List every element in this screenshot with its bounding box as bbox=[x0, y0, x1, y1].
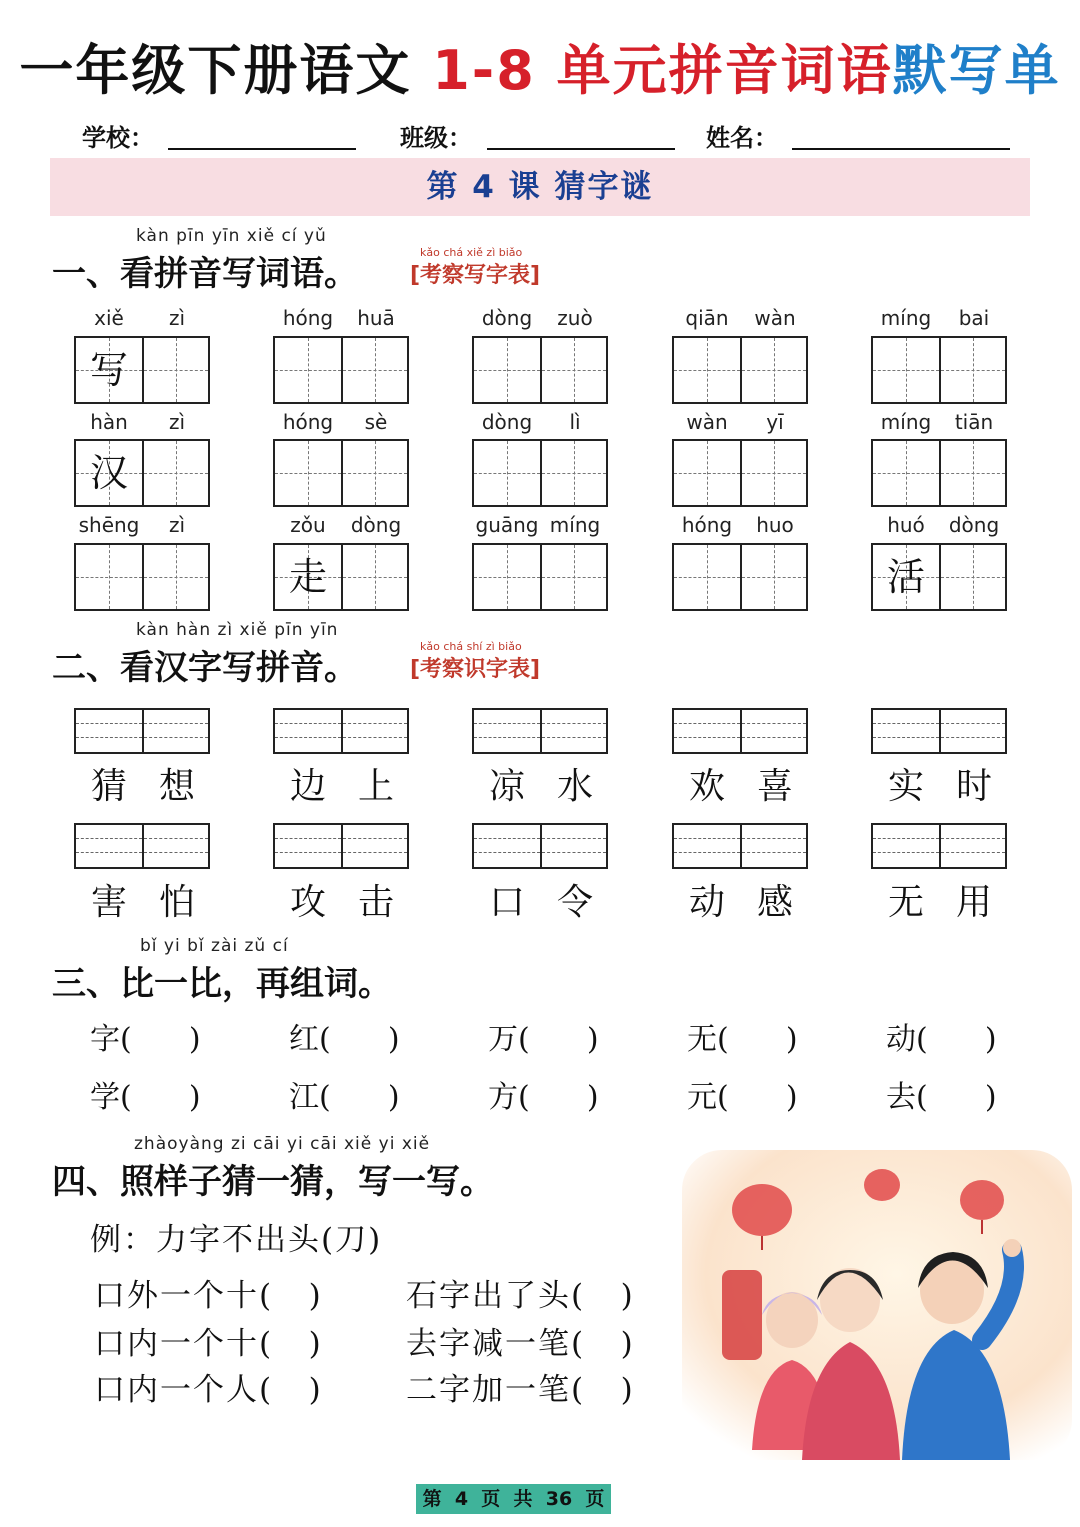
word-pinyin: hàn bbox=[90, 410, 128, 434]
tianzige-box[interactable] bbox=[672, 336, 808, 404]
word-pinyin: hóng bbox=[282, 306, 334, 330]
tianzige-cell[interactable] bbox=[939, 441, 1005, 505]
word-character: 用 bbox=[955, 882, 992, 923]
word-pinyin: dòng bbox=[948, 513, 1000, 537]
pinyin-writing-box[interactable] bbox=[273, 823, 409, 869]
word-character: 动 bbox=[688, 882, 725, 923]
section2-title: 二、看汉字写拼音。 bbox=[52, 648, 358, 688]
cell-character bbox=[343, 338, 407, 402]
cell-character bbox=[343, 545, 407, 609]
pinyin-writing-cell[interactable] bbox=[540, 710, 606, 752]
tianzige-cell[interactable] bbox=[76, 545, 142, 609]
pinyin-writing-box[interactable] bbox=[74, 708, 210, 754]
section3-pinyin: bǐ yi bǐ zài zǔ cí bbox=[140, 936, 289, 956]
cell-character bbox=[542, 545, 606, 609]
word-pinyin: shēng bbox=[78, 513, 140, 537]
word-character: 口 bbox=[488, 882, 525, 923]
tianzige-cell[interactable] bbox=[275, 441, 341, 505]
tianzige-cell[interactable] bbox=[341, 545, 407, 609]
tianzige-cell[interactable] bbox=[275, 338, 341, 402]
tianzige-cell[interactable] bbox=[76, 441, 142, 505]
tianzige-cell[interactable] bbox=[275, 545, 341, 609]
word-pinyin: hóng bbox=[681, 513, 733, 537]
tianzige-box[interactable] bbox=[871, 543, 1007, 611]
section2-pinyin: kàn hàn zì xiě pīn yīn bbox=[136, 620, 339, 640]
cell-character: 汉 bbox=[89, 451, 128, 495]
riddle-item[interactable]: 去字减一笔( ) bbox=[406, 1326, 635, 1362]
tianzige-box[interactable] bbox=[672, 543, 808, 611]
compare-word-blank[interactable]: 去( ) bbox=[886, 1080, 997, 1115]
tianzige-cell[interactable] bbox=[674, 545, 740, 609]
pinyin-writing-cell[interactable] bbox=[341, 710, 407, 752]
tianzige-cell[interactable] bbox=[740, 545, 806, 609]
tianzige-cell[interactable] bbox=[474, 338, 540, 402]
cell-character: 活 bbox=[886, 555, 925, 599]
word-character: 水 bbox=[556, 766, 593, 807]
riddle-item[interactable]: 二字加一笔( ) bbox=[406, 1372, 635, 1408]
tianzige-box[interactable] bbox=[472, 439, 608, 507]
word-character: 实 bbox=[887, 766, 924, 807]
tianzige-box[interactable] bbox=[871, 439, 1007, 507]
pinyin-writing-box[interactable] bbox=[871, 708, 1007, 754]
word-character: 无 bbox=[887, 882, 924, 923]
pinyin-writing-box[interactable] bbox=[273, 708, 409, 754]
tianzige-box[interactable] bbox=[273, 543, 409, 611]
word-pinyin: dòng bbox=[481, 410, 533, 434]
word-pinyin: wàn bbox=[754, 306, 796, 330]
pinyin-writing-box[interactable] bbox=[472, 823, 608, 869]
tianzige-cell[interactable] bbox=[474, 441, 540, 505]
cell-character bbox=[742, 338, 806, 402]
pinyin-writing-cell[interactable] bbox=[275, 825, 341, 867]
compare-word-blank[interactable]: 无( ) bbox=[687, 1022, 798, 1057]
cell-character bbox=[144, 338, 208, 402]
tianzige-box[interactable] bbox=[74, 439, 210, 507]
pinyin-writing-cell[interactable] bbox=[474, 825, 540, 867]
cell-character bbox=[941, 545, 1005, 609]
pinyin-writing-cell[interactable] bbox=[674, 710, 740, 752]
cell-character bbox=[674, 441, 740, 505]
tianzige-cell[interactable] bbox=[939, 545, 1005, 609]
cell-character: 走 bbox=[288, 555, 327, 599]
word-character: 感 bbox=[756, 882, 793, 923]
tianzige-cell[interactable] bbox=[474, 545, 540, 609]
pinyin-writing-box[interactable] bbox=[871, 823, 1007, 869]
word-pinyin: zuò bbox=[557, 306, 593, 330]
cell-character bbox=[474, 545, 540, 609]
word-character: 时 bbox=[955, 766, 992, 807]
tianzige-cell[interactable] bbox=[939, 338, 1005, 402]
pinyin-writing-cell[interactable] bbox=[540, 825, 606, 867]
word-pinyin: dòng bbox=[481, 306, 533, 330]
word-pinyin: zì bbox=[168, 513, 186, 537]
cell-character bbox=[941, 441, 1005, 505]
riddle-example: 例：力字不出头(刀) bbox=[90, 1222, 383, 1258]
page-number: 第 4 页 共 36 页 bbox=[416, 1484, 611, 1514]
riddle-item[interactable]: 石字出了头( ) bbox=[406, 1278, 635, 1314]
word-character: 喜 bbox=[756, 766, 793, 807]
tianzige-cell[interactable] bbox=[142, 545, 208, 609]
word-pinyin: míng bbox=[880, 306, 932, 330]
tianzige-box[interactable] bbox=[74, 543, 210, 611]
children-lantern-illustration bbox=[682, 1150, 1072, 1460]
word-pinyin: huo bbox=[756, 513, 794, 537]
title-part-units: 1-8 单元拼音词语 bbox=[432, 39, 893, 102]
section1-note: [考察写字表] bbox=[410, 263, 541, 288]
word-pinyin: xiě bbox=[94, 306, 124, 330]
tianzige-box[interactable] bbox=[871, 336, 1007, 404]
tianzige-box[interactable] bbox=[672, 439, 808, 507]
word-pinyin: huā bbox=[357, 306, 395, 330]
word-pinyin: wàn bbox=[686, 410, 728, 434]
compare-word-blank[interactable]: 江( ) bbox=[289, 1080, 400, 1115]
cell-character: 写 bbox=[89, 348, 128, 392]
section1-title: 一、看拼音写词语。 bbox=[52, 254, 358, 294]
word-pinyin: míng bbox=[549, 513, 601, 537]
section4-title: 四、照样子猜一猜，写一写。 bbox=[52, 1162, 494, 1202]
tianzige-cell[interactable] bbox=[142, 338, 208, 402]
tianzige-cell[interactable] bbox=[341, 441, 407, 505]
word-character: 边 bbox=[289, 766, 326, 807]
tianzige-cell[interactable] bbox=[142, 441, 208, 505]
cell-character bbox=[941, 338, 1005, 402]
word-pinyin: zì bbox=[168, 306, 186, 330]
section1-note-pinyin: kǎo chá xiě zì biǎo bbox=[420, 246, 523, 259]
pinyin-writing-cell[interactable] bbox=[142, 825, 208, 867]
pinyin-writing-box[interactable] bbox=[672, 823, 808, 869]
compare-word-blank[interactable]: 万( ) bbox=[488, 1022, 599, 1057]
riddle-item[interactable]: 口内一个十( ) bbox=[94, 1326, 323, 1362]
word-character: 怕 bbox=[158, 882, 195, 923]
word-character: 害 bbox=[90, 882, 127, 923]
cell-character bbox=[275, 441, 341, 505]
cell-character bbox=[144, 441, 208, 505]
pinyin-writing-cell[interactable] bbox=[873, 825, 939, 867]
cell-character bbox=[674, 545, 740, 609]
pinyin-writing-cell[interactable] bbox=[142, 710, 208, 752]
cell-character bbox=[474, 338, 540, 402]
cell-character bbox=[474, 441, 540, 505]
section3-title: 三、比一比，再组词。 bbox=[52, 964, 392, 1004]
pinyin-writing-cell[interactable] bbox=[674, 825, 740, 867]
tianzige-cell[interactable] bbox=[740, 441, 806, 505]
riddle-item[interactable]: 口外一个十( ) bbox=[94, 1278, 323, 1314]
title-part-grade: 一年级下册语文 bbox=[19, 39, 433, 102]
pinyin-writing-box[interactable] bbox=[74, 823, 210, 869]
compare-word-blank[interactable]: 红( ) bbox=[289, 1022, 400, 1057]
tianzige-box[interactable] bbox=[74, 336, 210, 404]
tianzige-cell[interactable] bbox=[674, 441, 740, 505]
title-part-dictation: 默写单 bbox=[892, 39, 1061, 102]
cell-character bbox=[742, 545, 806, 609]
word-pinyin: hóng bbox=[282, 410, 334, 434]
tianzige-cell[interactable] bbox=[341, 338, 407, 402]
tianzige-box[interactable] bbox=[273, 336, 409, 404]
pinyin-writing-cell[interactable] bbox=[873, 710, 939, 752]
section4-pinyin: zhàoyàng zi cāi yi cāi xiě yi xiě bbox=[134, 1134, 431, 1154]
pinyin-writing-cell[interactable] bbox=[474, 710, 540, 752]
cell-character bbox=[144, 545, 208, 609]
word-pinyin: dòng bbox=[350, 513, 402, 537]
cell-character bbox=[873, 441, 939, 505]
name-label: 姓名： bbox=[706, 124, 778, 152]
compare-word-blank[interactable]: 元( ) bbox=[687, 1080, 798, 1115]
class-blank[interactable] bbox=[487, 148, 675, 150]
word-pinyin: qiān bbox=[685, 306, 729, 330]
pinyin-writing-cell[interactable] bbox=[275, 710, 341, 752]
page-title bbox=[0, 28, 1080, 105]
compare-word-blank[interactable]: 学( ) bbox=[90, 1080, 201, 1115]
pinyin-writing-cell[interactable] bbox=[76, 825, 142, 867]
word-pinyin: yī bbox=[766, 410, 784, 434]
word-pinyin: sè bbox=[364, 410, 388, 434]
section2-note-pinyin: kǎo chá shí zì biǎo bbox=[420, 640, 522, 653]
pinyin-writing-box[interactable] bbox=[472, 708, 608, 754]
tianzige-cell[interactable] bbox=[873, 545, 939, 609]
school-label: 学校： bbox=[82, 124, 154, 152]
word-pinyin: lì bbox=[569, 410, 581, 434]
word-pinyin: tiān bbox=[954, 410, 994, 434]
tianzige-cell[interactable] bbox=[76, 338, 142, 402]
word-character: 欢 bbox=[688, 766, 725, 807]
tianzige-cell[interactable] bbox=[873, 338, 939, 402]
class-label: 班级： bbox=[400, 124, 472, 152]
compare-word-blank[interactable]: 动( ) bbox=[886, 1022, 997, 1057]
cell-character bbox=[76, 545, 142, 609]
word-character: 凉 bbox=[488, 766, 525, 807]
tianzige-cell[interactable] bbox=[674, 338, 740, 402]
pinyin-writing-cell[interactable] bbox=[76, 710, 142, 752]
section2-note: [考察识字表] bbox=[410, 657, 541, 682]
compare-word-blank[interactable]: 字( ) bbox=[90, 1022, 201, 1057]
word-character: 击 bbox=[357, 882, 394, 923]
tianzige-box[interactable] bbox=[273, 439, 409, 507]
word-pinyin: míng bbox=[880, 410, 932, 434]
tianzige-cell[interactable] bbox=[873, 441, 939, 505]
section1-pinyin: kàn pīn yīn xiě cí yǔ bbox=[136, 226, 327, 246]
cell-character bbox=[542, 338, 606, 402]
cell-character bbox=[873, 338, 939, 402]
word-pinyin: guāng bbox=[475, 513, 539, 537]
word-pinyin: zì bbox=[168, 410, 186, 434]
word-character: 攻 bbox=[289, 882, 326, 923]
cell-character bbox=[542, 441, 606, 505]
word-character: 猜 bbox=[90, 766, 127, 807]
word-pinyin: huó bbox=[887, 513, 925, 537]
tianzige-box[interactable] bbox=[472, 336, 608, 404]
pinyin-writing-cell[interactable] bbox=[341, 825, 407, 867]
pinyin-writing-cell[interactable] bbox=[939, 710, 1005, 752]
school-blank[interactable] bbox=[168, 148, 356, 150]
name-blank[interactable] bbox=[792, 148, 1010, 150]
pinyin-writing-box[interactable] bbox=[672, 708, 808, 754]
riddle-item[interactable]: 口内一个人( ) bbox=[94, 1372, 323, 1408]
pinyin-writing-cell[interactable] bbox=[740, 710, 806, 752]
cell-character bbox=[674, 338, 740, 402]
word-character: 令 bbox=[556, 882, 593, 923]
word-pinyin: zǒu bbox=[290, 513, 326, 537]
compare-word-blank[interactable]: 方( ) bbox=[488, 1080, 599, 1115]
word-character: 上 bbox=[357, 766, 394, 807]
tianzige-cell[interactable] bbox=[540, 545, 606, 609]
tianzige-cell[interactable] bbox=[540, 338, 606, 402]
cell-character bbox=[343, 441, 407, 505]
word-pinyin: bai bbox=[958, 306, 990, 330]
tianzige-cell[interactable] bbox=[740, 338, 806, 402]
tianzige-cell[interactable] bbox=[540, 441, 606, 505]
cell-character bbox=[275, 338, 341, 402]
pinyin-writing-cell[interactable] bbox=[939, 825, 1005, 867]
tianzige-box[interactable] bbox=[472, 543, 608, 611]
pinyin-writing-cell[interactable] bbox=[740, 825, 806, 867]
lesson-banner: 第 4 课 猜字谜 bbox=[50, 158, 1030, 216]
cell-character bbox=[742, 441, 806, 505]
word-character: 想 bbox=[158, 766, 195, 807]
